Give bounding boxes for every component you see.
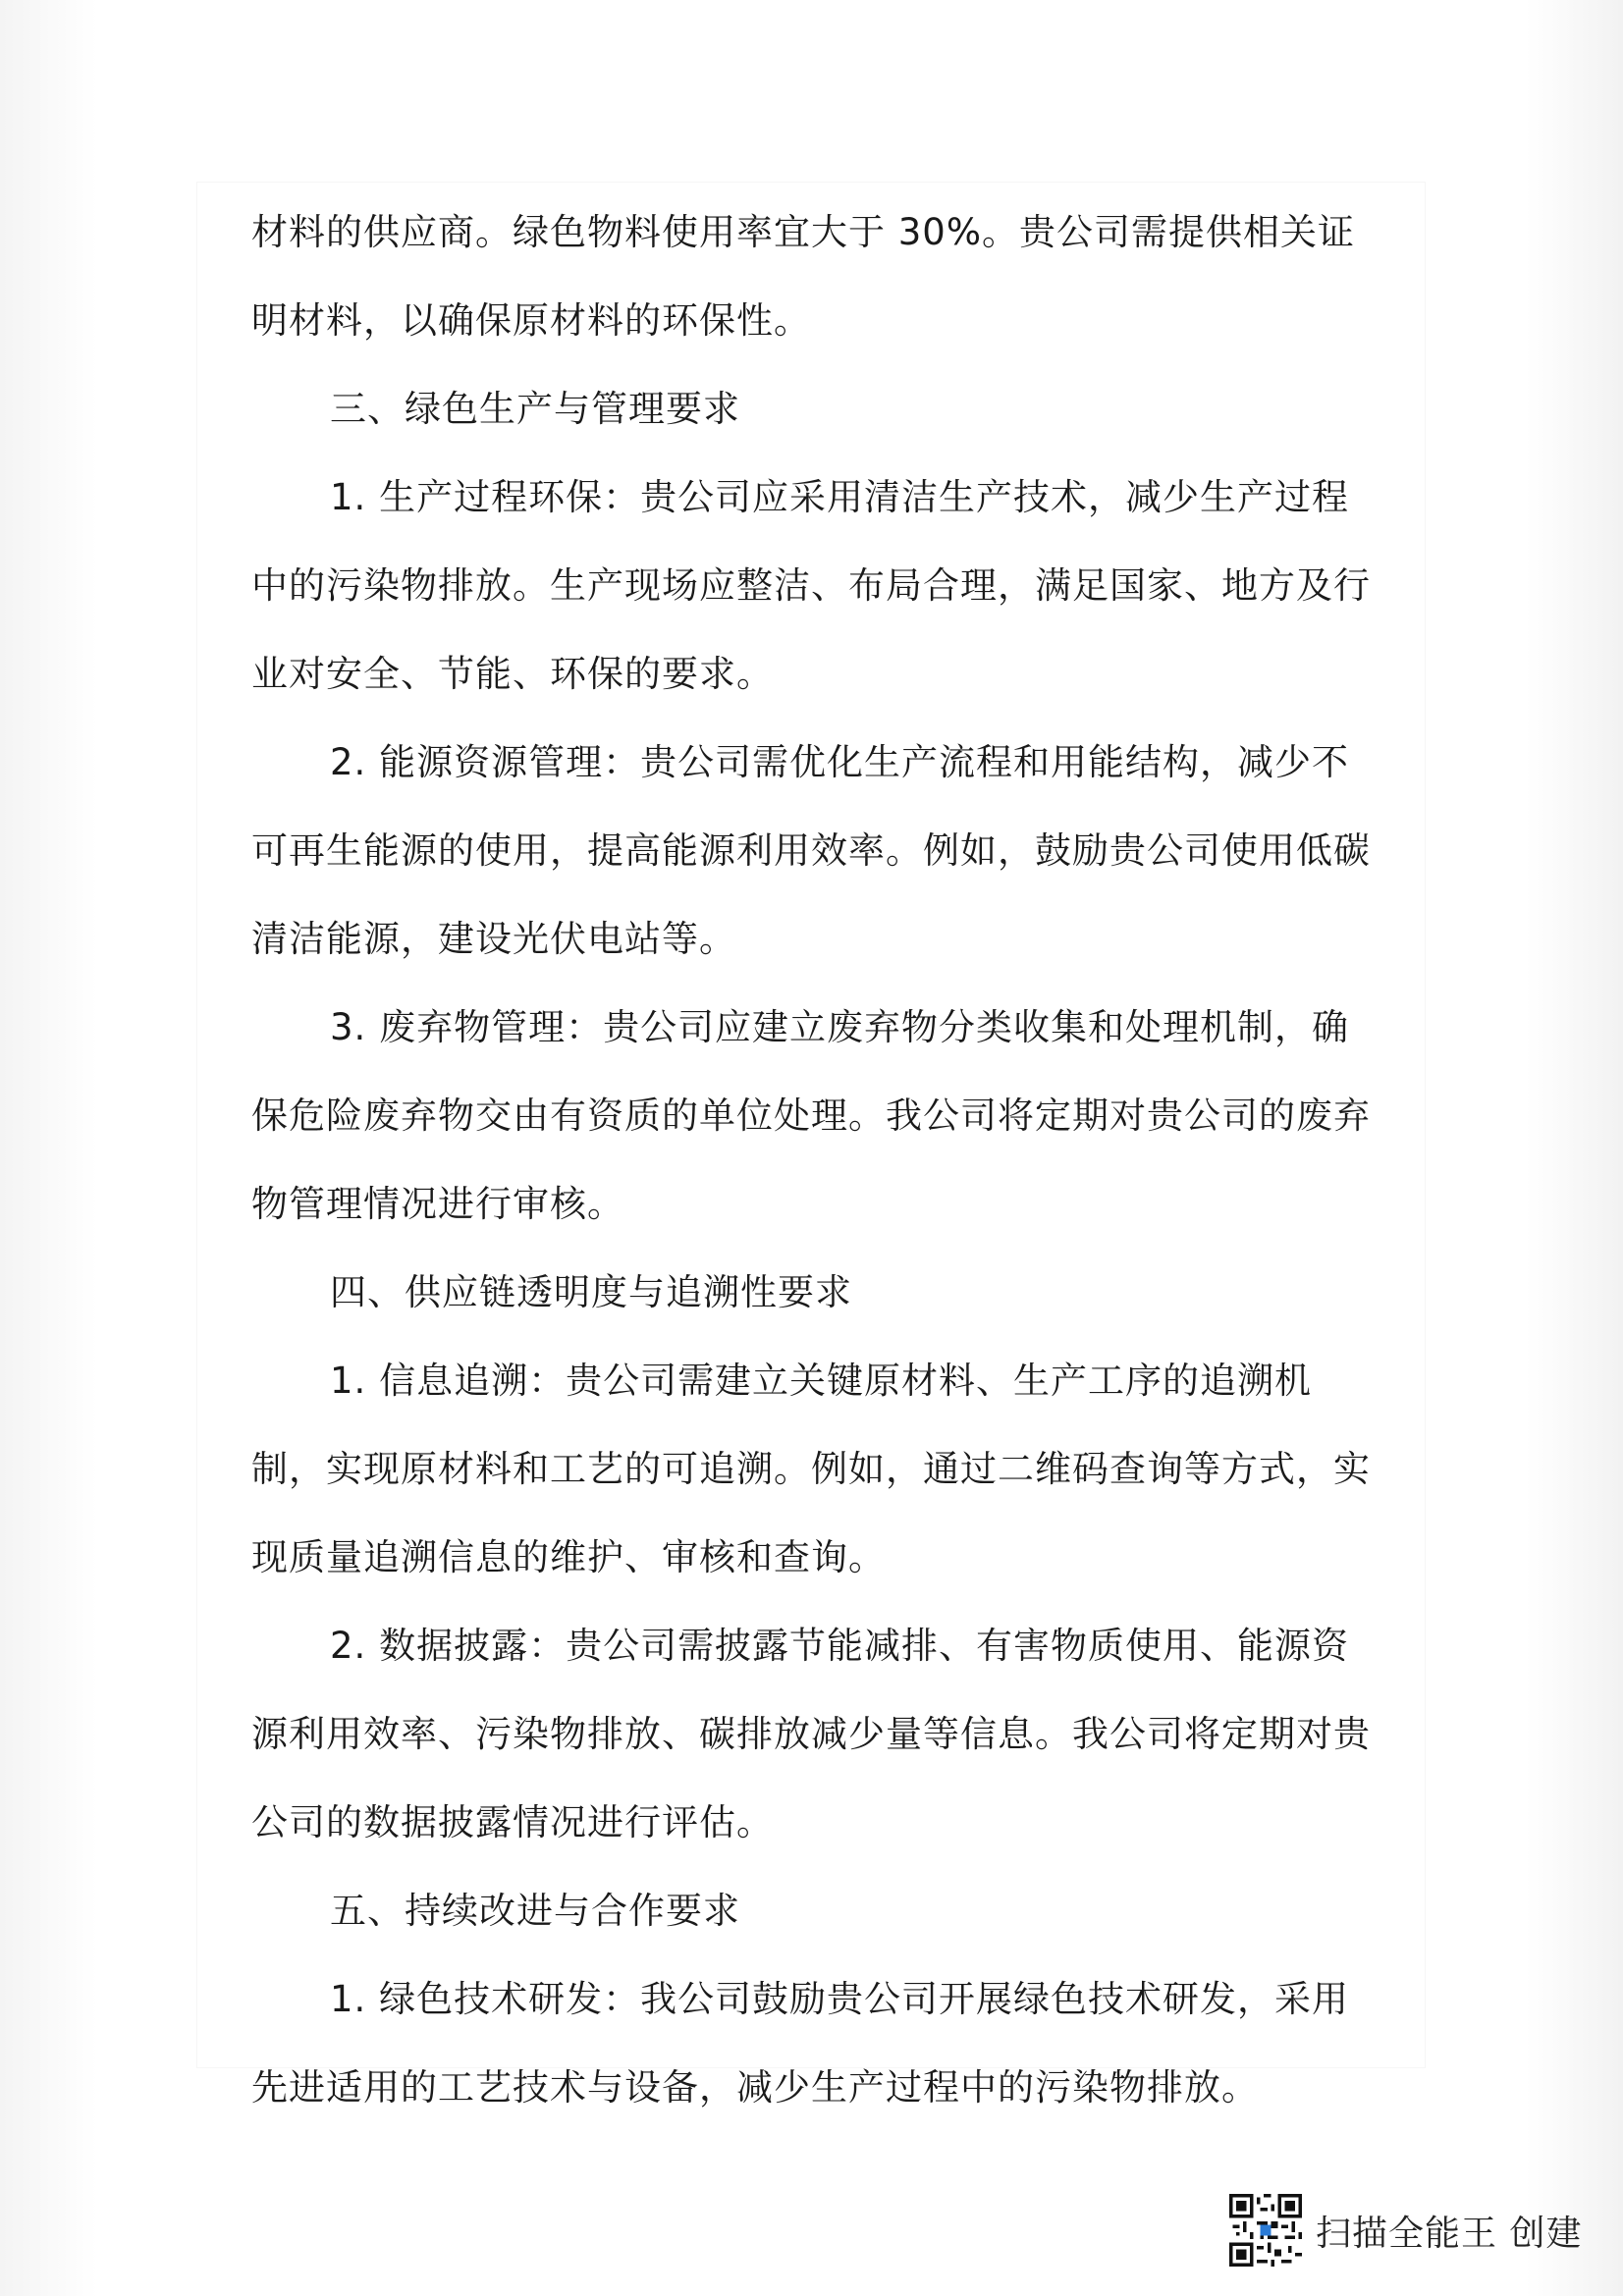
paragraph-data-disclosure: 2. 数据披露：贵公司需披露节能减排、有害物质使用、能源资源利用效率、污染物排放、碳排放减少量等信息。我公司将定期对贵公司的数据披露情况进行评估。	[251, 1625, 1371, 1843]
heading-green-production: 三、绿色生产与管理要求	[330, 388, 740, 430]
heading-supply-chain-transparency: 四、供应链透明度与追溯性要求	[330, 1271, 852, 1313]
paragraph-green-tech-rnd: 1. 绿色技术研发：我公司鼓励贵公司开展绿色技术研发，采用先进适用的工艺技术与设备，减少生产过程中的污染物排放。	[251, 1978, 1350, 2109]
paragraph-waste-management: 3. 废弃物管理：贵公司应建立废弃物分类收集和处理机制，确保危险废弃物交由有资质的单位处理。我公司将定期对贵公司的废弃物管理情况进行审核。	[251, 1006, 1371, 1225]
scanner-watermark	[1229, 2194, 1582, 2267]
qr-code-icon	[1229, 2194, 1302, 2267]
paragraph-materials-continued: 材料的供应商。绿色物料使用率宜大于 30%。贵公司需提供相关证明材料，以确保原材料的环保性。	[251, 211, 1355, 342]
paragraph-energy-management: 2. 能源资源管理：贵公司需优化生产流程和用能结构，减少不可再生能源的使用，提高能源利用效率。例如，鼓励贵公司使用低碳清洁能源，建设光伏电站等。	[251, 741, 1371, 960]
paragraph-production-process: 1. 生产过程环保：贵公司应采用清洁生产技术，减少生产过程中的污染物排放。生产现场应整洁、布局合理，满足国家、地方及行业对安全、节能、环保的要求。	[251, 476, 1371, 695]
heading-continuous-improvement: 五、持续改进与合作要求	[330, 1890, 740, 1932]
scanner-brand-label: 扫描全能王 创建	[1316, 2213, 1583, 2254]
paragraph-information-traceability: 1. 信息追溯：贵公司需建立关键原材料、生产工序的追溯机制，实现原材料和工艺的可追溯。例如，通过二维码查询等方式，实现质量追溯信息的维护、审核和查询。	[251, 1360, 1371, 1578]
document-body	[251, 188, 1371, 2132]
